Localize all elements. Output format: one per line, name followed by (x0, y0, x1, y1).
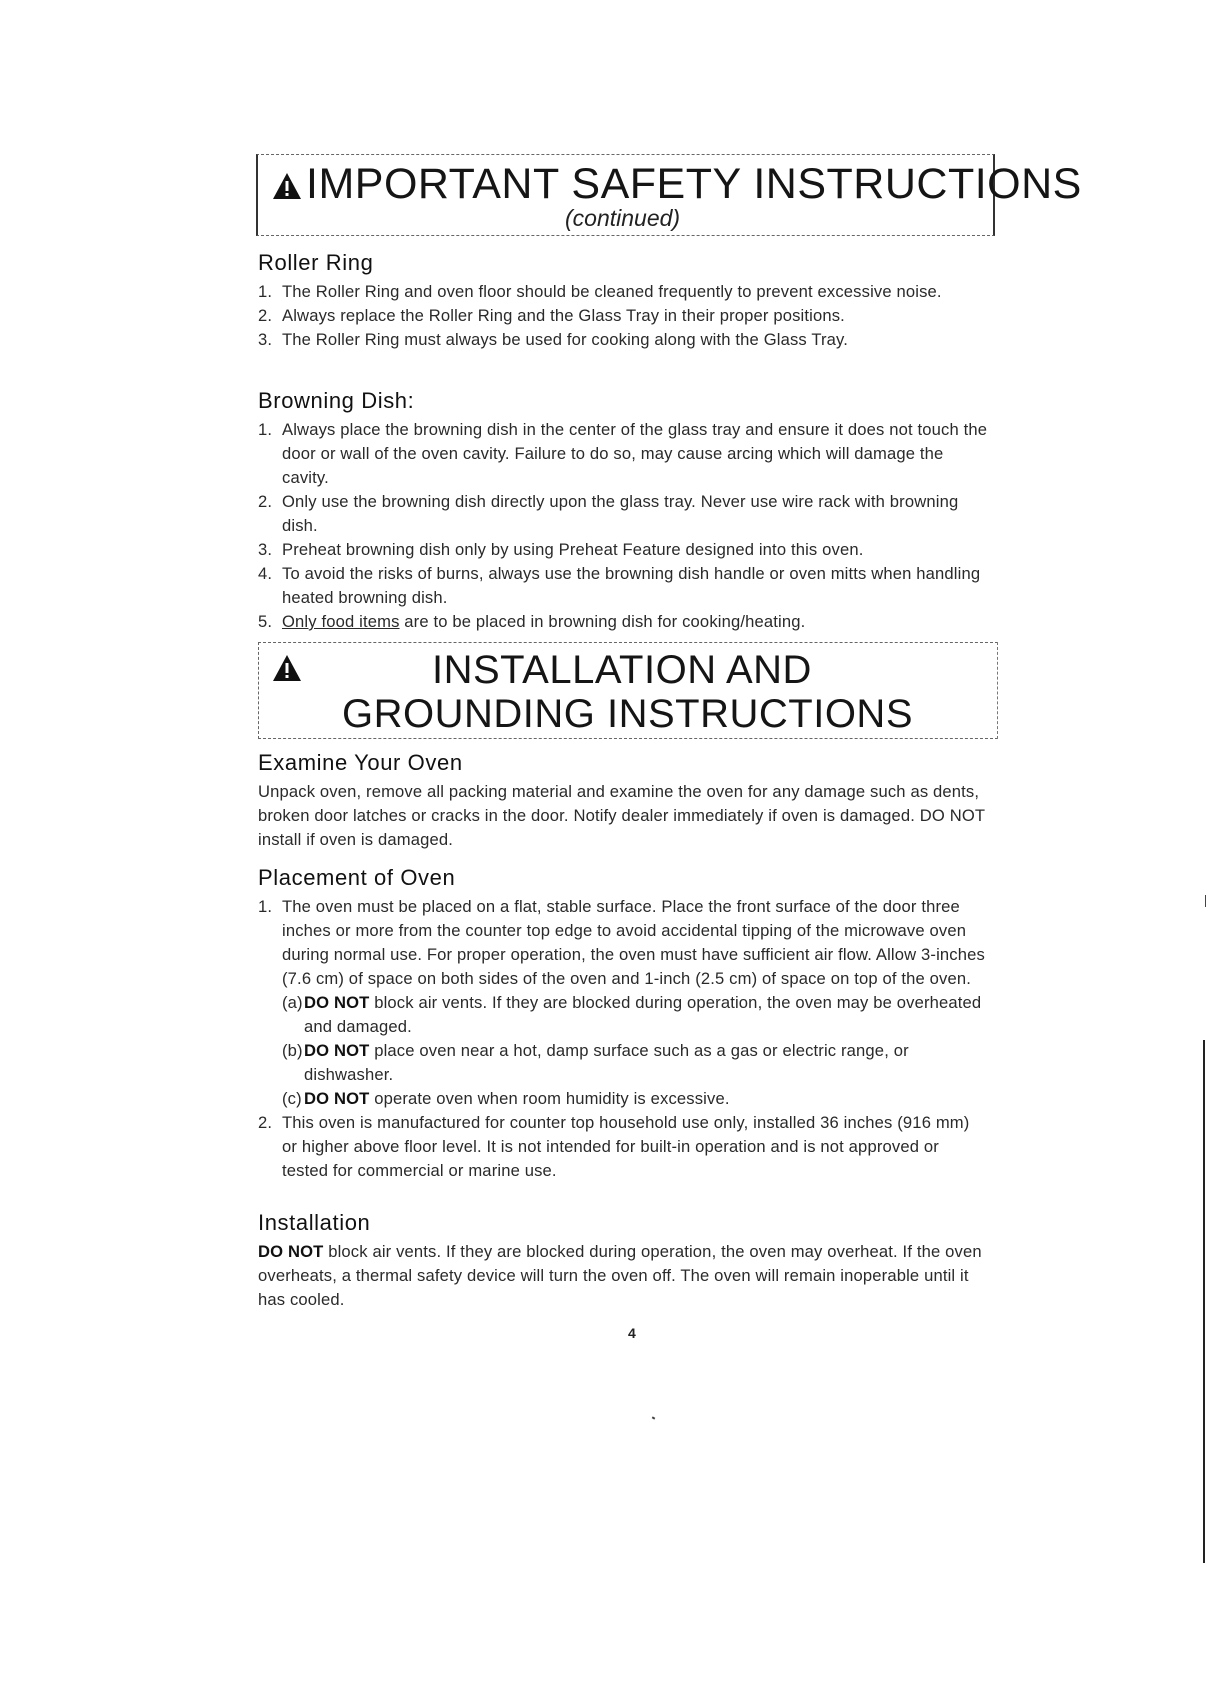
sub-item-label: (a) (282, 993, 303, 1012)
installation-body: block air vents. If they are blocked during operation, the oven may overheat. If the oven overheats, a thermal safety device will turn the oven off. The oven will remain inoperable until it has cooled. (258, 1242, 982, 1309)
placement-list (258, 895, 988, 1183)
safety-subtitle: (continued) (565, 205, 681, 231)
item-underlined-text: Only food items (282, 612, 400, 631)
page-number: 4 (628, 1325, 636, 1341)
roller-ring-section (258, 250, 988, 352)
sub-item-text: operate oven when room humidity is excessive. (369, 1089, 730, 1108)
sub-item-label: (c) (282, 1089, 302, 1108)
list-item (258, 328, 988, 352)
list-item (258, 1111, 988, 1183)
item-text: Always replace the Roller Ring and the Glass Tray in their proper positions. (282, 306, 845, 325)
examine-heading: Examine Your Oven (258, 750, 463, 775)
sub-item-text: block air vents. If they are blocked during operation, the oven may be overheated and damaged. (304, 993, 982, 1036)
item-number: 1. (258, 282, 273, 301)
item-text: are to be placed in browning dish for cooking/heating. (399, 612, 806, 631)
sub-item-text: place oven near a hot, damp surface such as a gas or electric range, or dishwasher. (304, 1041, 909, 1084)
item-number: 1. (258, 420, 273, 439)
sub-item-bold: DO NOT (304, 1041, 370, 1060)
safety-title: IMPORTANT SAFETY INSTRUCTIONS (306, 160, 1082, 208)
item-number: 5. (258, 612, 273, 631)
installation-text (258, 1240, 988, 1312)
item-number: 1. (258, 897, 273, 916)
item-text: To avoid the risks of burns, always use the browning dish handle or oven mitts when handling heated browning dish. (282, 564, 981, 607)
item-text: Always place the browning dish in the center of the glass tray and ensure it does not touch the door or wall of the oven cavity. Failure to do so, may cause arcing which will damage the cavity. (282, 420, 988, 487)
item-number: 3. (258, 330, 273, 349)
installation-title-line2: GROUNDING INSTRUCTIONS (342, 692, 913, 736)
item-text: The oven must be placed on a flat, stable surface. Place the front surface of the door three inches or more from the counter top edge to avoid accidental tipping of the microwave oven during normal use. For proper operation, the oven must have sufficient air flow. Allow 3-inches (7.6 cm) of space on both sides of the oven and 1-inch (2.5 cm) of space on top of the oven. (282, 897, 985, 988)
installation-section (258, 1210, 988, 1312)
sub-item-bold: DO NOT (304, 993, 370, 1012)
browning-dish-section (258, 388, 988, 634)
list-item (258, 280, 988, 304)
item-number: 2. (258, 306, 273, 325)
installation-title-line1: INSTALLATION AND (432, 648, 812, 692)
browning-dish-list (258, 418, 988, 634)
installation-bold: DO NOT (258, 1242, 324, 1261)
item-number: 2. (258, 492, 273, 511)
scan-mark (1205, 895, 1206, 907)
list-item (258, 562, 988, 610)
installation-heading: Installation (258, 1210, 371, 1235)
list-item (258, 895, 988, 1111)
list-item (258, 418, 988, 490)
item-text: Only use the browning dish directly upon the glass tray. Never use wire rack with browning dish. (282, 492, 959, 535)
placement-section (258, 865, 988, 1183)
sub-item (282, 1087, 988, 1111)
sub-item-bold: DO NOT (304, 1089, 370, 1108)
item-text: The Roller Ring and oven floor should be cleaned frequently to prevent excessive noise. (282, 282, 942, 301)
roller-ring-list (258, 280, 988, 352)
list-item (258, 538, 988, 562)
roller-ring-heading: Roller Ring (258, 250, 374, 275)
list-item (258, 304, 988, 328)
list-item (258, 490, 988, 538)
margin-line (1203, 1040, 1205, 1563)
item-text: This oven is manufactured for counter top household use only, installed 36 inches (916 mm) or higher above floor level. It is not intended for built-in operation and is not approved or tested for commercial or marine use. (282, 1113, 970, 1180)
warning-icon (272, 654, 302, 682)
examine-section (258, 750, 988, 852)
sub-item-label: (b) (282, 1041, 303, 1060)
list-item (258, 610, 988, 634)
placement-heading: Placement of Oven (258, 865, 456, 890)
sub-item (282, 991, 988, 1039)
item-text: Preheat browning dish only by using Preheat Feature designed into this oven. (282, 540, 864, 559)
warning-icon (272, 172, 302, 200)
item-number: 4. (258, 564, 273, 583)
examine-text: Unpack oven, remove all packing material and examine the oven for any damage such as dents, broken door latches or cracks in the door. Notify dealer immediately if oven is damaged. DO NOT install if oven is damaged. (258, 782, 985, 849)
item-number: 2. (258, 1113, 273, 1132)
scan-mark (652, 1416, 656, 1419)
browning-dish-heading: Browning Dish: (258, 388, 415, 413)
item-text: The Roller Ring must always be used for cooking along with the Glass Tray. (282, 330, 849, 349)
sub-item (282, 1039, 988, 1087)
item-number: 3. (258, 540, 273, 559)
